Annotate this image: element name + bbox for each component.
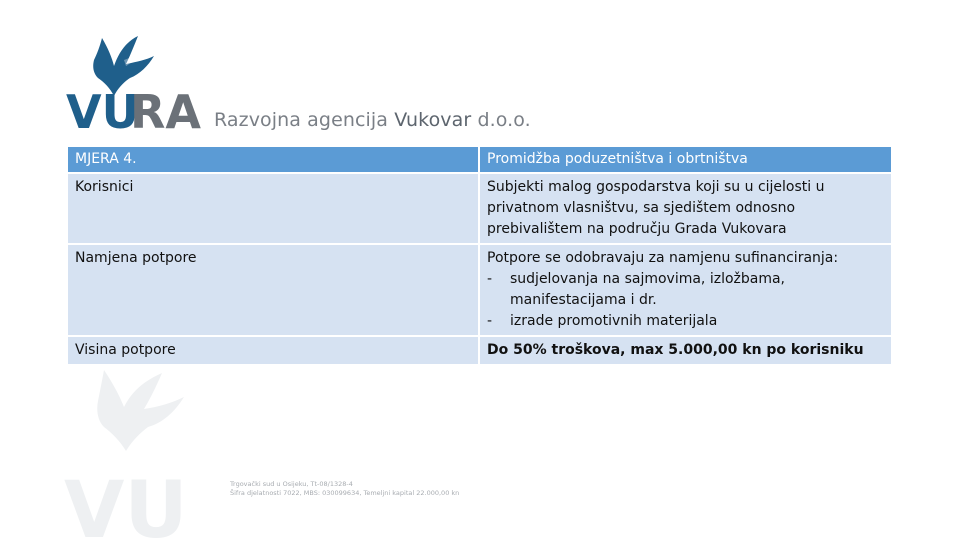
agency-name-suffix: d.o.o. (471, 109, 531, 131)
row-label: Namjena potpore (67, 244, 479, 336)
row-label: Visina potpore (67, 336, 479, 365)
table-header-row (67, 146, 892, 173)
watermark-logo (64, 365, 264, 540)
list-item-text: sudjelovanja na sajmovima, izložbama, manifestacijama i dr. (510, 271, 786, 308)
measure-title: Promidžba poduzetništva i obrtništva (479, 146, 892, 173)
company-logo (64, 30, 531, 140)
dove-logo-icon (64, 30, 214, 130)
list-item: - sudjelovanja na sajmovima, izložbama, manifestacijama i dr. (487, 271, 786, 308)
row-label: Korisnici (67, 173, 479, 244)
watermark-text: VU (64, 466, 188, 540)
measure-table (66, 145, 893, 366)
agency-name-regular: Razvojna agencija (214, 109, 395, 131)
table-row (67, 336, 892, 365)
logo-ra-text: RA (130, 85, 202, 130)
row-value (479, 244, 892, 336)
logo-vu-text: VU (66, 85, 139, 130)
measure-label: MJERA 4. (67, 146, 479, 173)
agency-name (214, 109, 531, 131)
list-item-text: izrade promotivnih materijala (510, 313, 718, 329)
table-row (67, 173, 892, 244)
agency-name-bold: Vukovar (394, 109, 472, 131)
row-value: Do 50% troškova, max 5.000,00 kn po korisniku (479, 336, 892, 365)
purpose-intro: Potpore se odobravaju za namjenu sufinanciranja: (487, 250, 839, 266)
registration-line-2: Šifra djelatnosti 7022, MBS: 030099634, Temeljni kapital 22.000,00 kn (230, 489, 460, 497)
purpose-list (487, 269, 884, 332)
registration-line-1: Trgovački sud u Osijeku, Tt-08/1328-4 (230, 480, 353, 488)
table-row (67, 244, 892, 336)
list-item: - izrade promotivnih materijala (487, 313, 718, 329)
company-registration (230, 480, 459, 498)
row-value: Subjekti malog gospodarstva koji su u cijelosti u privatnom vlasništvu, sa sjedištem odnosno prebivalištem na području Grada Vukovara (479, 173, 892, 244)
